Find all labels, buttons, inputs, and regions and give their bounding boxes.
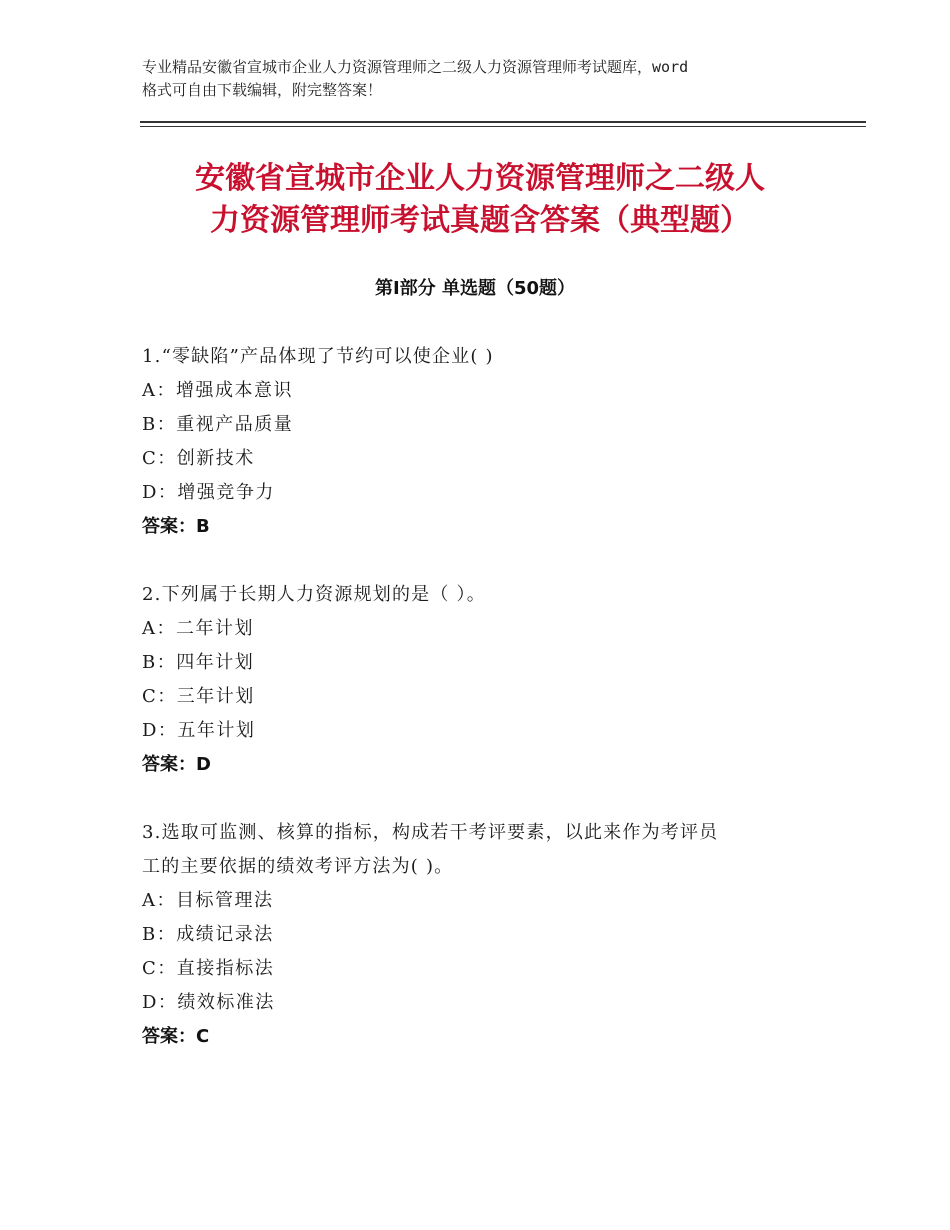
option-c: C：直接指标法 xyxy=(142,958,275,979)
question-stem-line-2: 工的主要依据的绩效考评方法为( )。 xyxy=(142,856,454,877)
header-note-line-1: 专业精品安徽省宣城市企业人力资源管理师之二级人力资源管理师考试题库，word xyxy=(142,58,689,76)
option-a: A：二年计划 xyxy=(142,618,254,639)
option-d: D：五年计划 xyxy=(142,720,256,741)
option-b: B：四年计划 xyxy=(142,652,255,673)
option-d: D：增强竞争力 xyxy=(142,482,275,503)
document-title xyxy=(140,158,820,242)
question-1 xyxy=(142,340,812,544)
option-b: B：重视产品质量 xyxy=(142,414,294,435)
option-c: C：三年计划 xyxy=(142,686,255,707)
answer-label: 答案：D xyxy=(142,754,211,775)
option-c: C：创新技术 xyxy=(142,448,255,469)
question-stem: 2.下列属于长期人力资源规划的是（ ）。 xyxy=(142,584,486,605)
answer-label: 答案：B xyxy=(142,516,210,537)
option-a: A：目标管理法 xyxy=(142,890,274,911)
header-note xyxy=(142,56,822,102)
option-b: B：成绩记录法 xyxy=(142,924,274,945)
option-a: A：增强成本意识 xyxy=(142,380,293,401)
question-2 xyxy=(142,578,812,782)
question-3 xyxy=(142,816,812,1054)
section-heading: 第Ⅰ部分 单选题（50题） xyxy=(374,278,575,299)
question-stem: 1.“零缺陷”产品体现了节约可以使企业( ) xyxy=(142,346,494,367)
header-divider-thick xyxy=(140,121,866,123)
question-stem-line-1: 3.选取可监测、核算的指标，构成若干考评要素，以此来作为考评员 xyxy=(142,822,719,843)
option-d: D：绩效标准法 xyxy=(142,992,275,1013)
header-note-line-2: 格式可自由下载编辑，附完整答案！ xyxy=(142,81,383,99)
document-title-line-2: 力资源管理师考试真题含答案（典型题） xyxy=(210,203,750,238)
answer-label: 答案：C xyxy=(142,1026,210,1047)
question-list xyxy=(142,340,812,1088)
document-title-line-1: 安徽省宣城市企业人力资源管理师之二级人 xyxy=(195,161,765,196)
header-divider-thin xyxy=(140,126,866,127)
